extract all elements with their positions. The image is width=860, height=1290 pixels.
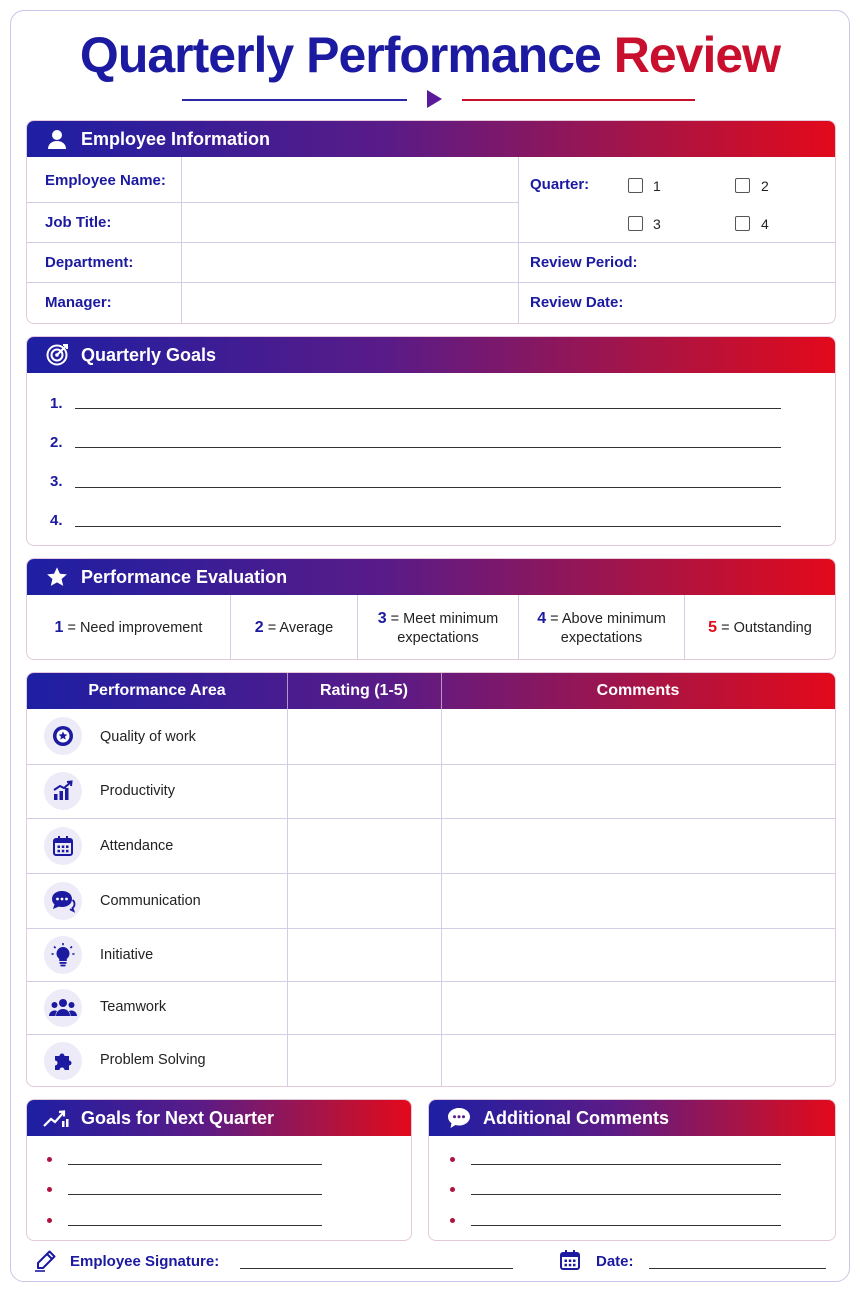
comments-cell[interactable] bbox=[442, 1035, 835, 1087]
title-part-2: Review bbox=[613, 27, 781, 83]
table-row bbox=[27, 929, 835, 981]
lightbulb-icon bbox=[44, 936, 82, 974]
employee-information-title: Employee Information bbox=[81, 128, 271, 149]
next-goal-line-1[interactable] bbox=[68, 1164, 322, 1165]
growth-chart-icon bbox=[44, 772, 82, 810]
table-row bbox=[27, 874, 835, 928]
table-row bbox=[27, 1035, 835, 1087]
additional-comments-title: Additional Comments bbox=[483, 1107, 670, 1128]
scale-number: 4 bbox=[537, 609, 547, 627]
trend-up-icon bbox=[37, 1100, 77, 1136]
scale-text: = Meet minimum bbox=[390, 610, 499, 627]
table-row bbox=[27, 819, 835, 873]
comment-line-3[interactable] bbox=[471, 1225, 781, 1226]
goal-line-4[interactable] bbox=[75, 526, 781, 527]
scale-item-5 bbox=[685, 595, 835, 660]
user-icon bbox=[37, 121, 77, 157]
title-rule-right bbox=[462, 99, 695, 101]
goal-number: 2. bbox=[50, 434, 63, 451]
calendar-icon bbox=[44, 827, 82, 865]
quarter-1-label: 1 bbox=[653, 178, 661, 194]
performance-table bbox=[26, 672, 836, 1087]
manager-label: Manager: bbox=[45, 293, 112, 311]
scale-text: = Above minimum bbox=[550, 610, 666, 627]
calendar-icon bbox=[558, 1248, 582, 1277]
area-label: Communication bbox=[100, 893, 201, 909]
scale-number: 1 bbox=[54, 619, 64, 636]
target-icon bbox=[37, 337, 77, 373]
comment-line-2[interactable] bbox=[471, 1194, 781, 1195]
goals-next-quarter-section bbox=[26, 1099, 412, 1241]
scale-text: = Outstanding bbox=[721, 620, 812, 636]
quarter-2-label: 2 bbox=[761, 178, 769, 194]
comment-icon bbox=[439, 1100, 479, 1136]
bullet-point bbox=[450, 1187, 455, 1192]
rating-cell[interactable] bbox=[288, 819, 441, 873]
team-icon bbox=[44, 989, 82, 1027]
rating-cell[interactable] bbox=[288, 929, 441, 981]
rating-cell[interactable] bbox=[288, 874, 441, 928]
chat-bubbles-icon bbox=[44, 882, 82, 920]
employee-name-field[interactable] bbox=[183, 158, 517, 201]
rating-cell[interactable] bbox=[288, 709, 441, 764]
scale-text: = Average bbox=[267, 620, 334, 636]
goals-next-quarter-title: Goals for Next Quarter bbox=[81, 1107, 275, 1128]
goal-number: 1. bbox=[50, 395, 63, 412]
employee-signature-label: Employee Signature: bbox=[70, 1253, 220, 1270]
area-label: Attendance bbox=[100, 838, 174, 854]
area-label: Quality of work bbox=[100, 729, 196, 745]
review-date-label: Review Date: bbox=[530, 293, 624, 311]
rating-cell[interactable] bbox=[288, 765, 441, 818]
comments-cell[interactable] bbox=[442, 874, 835, 928]
date-line[interactable] bbox=[649, 1268, 826, 1269]
bullet-point bbox=[47, 1218, 52, 1223]
area-label: Problem Solving bbox=[100, 1052, 206, 1068]
bullet-point bbox=[47, 1187, 52, 1192]
quarter-2-checkbox[interactable] bbox=[735, 178, 750, 193]
employee-information-header bbox=[27, 121, 835, 157]
quarter-4-label: 4 bbox=[761, 216, 769, 232]
quarter-1-checkbox[interactable] bbox=[628, 178, 643, 193]
scale-text-2: expectations bbox=[397, 629, 479, 646]
scale-number: 3 bbox=[377, 609, 387, 627]
area-label: Productivity bbox=[100, 783, 175, 799]
table-row bbox=[27, 765, 835, 818]
quarterly-goals-header bbox=[27, 337, 835, 373]
job-title-field[interactable] bbox=[183, 203, 517, 241]
performance-evaluation-title: Performance Evaluation bbox=[81, 566, 288, 587]
performance-evaluation-section bbox=[26, 558, 836, 660]
employee-signature-line[interactable] bbox=[240, 1268, 513, 1269]
additional-comments-section bbox=[428, 1099, 836, 1241]
bullet-point bbox=[450, 1218, 455, 1223]
quarterly-goals-section bbox=[26, 336, 836, 546]
quarterly-goals-title: Quarterly Goals bbox=[81, 344, 217, 365]
pen-icon bbox=[34, 1248, 58, 1277]
goal-number: 4. bbox=[50, 512, 63, 529]
department-label: Department: bbox=[45, 253, 134, 271]
comments-cell[interactable] bbox=[442, 765, 835, 818]
rating-cell[interactable] bbox=[288, 982, 441, 1034]
employee-name-label: Employee Name: bbox=[45, 171, 166, 189]
page-title bbox=[0, 22, 860, 88]
scale-item-2 bbox=[231, 595, 357, 660]
column-header-area: Performance Area bbox=[88, 682, 226, 699]
column-header-comments: Comments bbox=[596, 682, 680, 699]
next-goal-line-2[interactable] bbox=[68, 1194, 322, 1195]
scale-item-3 bbox=[358, 595, 518, 660]
department-field[interactable] bbox=[183, 243, 517, 281]
scale-item-4 bbox=[519, 595, 684, 660]
column-header-rating: Rating (1-5) bbox=[320, 682, 408, 699]
comments-cell[interactable] bbox=[442, 929, 835, 981]
goal-line-2[interactable] bbox=[75, 447, 781, 448]
goals-next-quarter-header bbox=[27, 1100, 411, 1136]
badge-icon bbox=[44, 717, 82, 755]
table-header bbox=[27, 673, 835, 709]
quarter-3-label: 3 bbox=[653, 216, 661, 232]
title-part-1: Quarterly Performance bbox=[79, 27, 601, 83]
goal-line-1[interactable] bbox=[75, 408, 781, 409]
date-label: Date: bbox=[596, 1253, 634, 1270]
review-period-label: Review Period: bbox=[530, 253, 638, 271]
performance-evaluation-header bbox=[27, 559, 835, 595]
additional-comments-header bbox=[429, 1100, 835, 1136]
scale-text-2: expectations bbox=[560, 629, 643, 646]
play-arrow-icon bbox=[427, 90, 442, 108]
quarter-label: Quarter: bbox=[530, 175, 590, 193]
divider bbox=[518, 157, 519, 324]
table-row bbox=[27, 982, 835, 1034]
quarter-3-checkbox[interactable] bbox=[628, 216, 643, 231]
table-row bbox=[27, 709, 835, 764]
scale-item-1 bbox=[27, 595, 230, 660]
comments-cell[interactable] bbox=[442, 709, 835, 764]
goal-number: 3. bbox=[50, 473, 63, 490]
title-rule-left bbox=[182, 99, 407, 101]
scale-text: = Need improvement bbox=[67, 620, 203, 636]
next-goal-line-3[interactable] bbox=[68, 1225, 322, 1226]
goal-line-3[interactable] bbox=[75, 487, 781, 488]
scale-number: 5 bbox=[708, 619, 718, 636]
puzzle-icon bbox=[44, 1042, 82, 1080]
quarter-4-checkbox[interactable] bbox=[735, 216, 750, 231]
comments-cell[interactable] bbox=[442, 982, 835, 1034]
divider bbox=[181, 157, 182, 324]
comments-cell[interactable] bbox=[442, 819, 835, 873]
manager-field[interactable] bbox=[183, 283, 517, 323]
rating-cell[interactable] bbox=[288, 1035, 441, 1087]
area-label: Initiative bbox=[100, 947, 154, 963]
employee-information-section bbox=[26, 120, 836, 324]
comment-line-1[interactable] bbox=[471, 1164, 781, 1165]
bullet-point bbox=[47, 1157, 52, 1162]
bullet-point bbox=[450, 1157, 455, 1162]
area-label: Teamwork bbox=[100, 999, 167, 1015]
scale-number: 2 bbox=[254, 619, 264, 636]
star-icon bbox=[37, 559, 77, 595]
job-title-label: Job Title: bbox=[45, 213, 112, 231]
